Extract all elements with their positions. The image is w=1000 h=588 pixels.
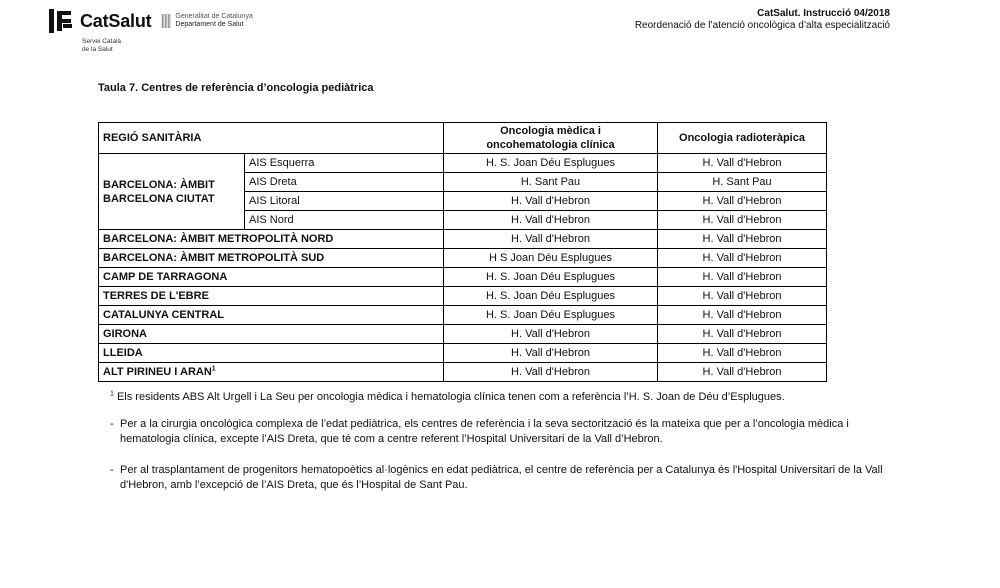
oncology-cell: H. Vall d'Hebron: [444, 363, 658, 382]
region-cell: [99, 363, 444, 382]
region-cell: LLEIDA: [99, 344, 444, 363]
footnote-text: Els residents ABS Alt Urgell i La Seu per oncologia mèdica i hematologia clínica tenen com a referència l’H. S. Joan de Déu d’Esplugues.: [113, 391, 785, 403]
gencat-logo: [161, 13, 252, 29]
table-row: [99, 268, 827, 287]
oncology-cell: H. S. Joan Déu Esplugues: [444, 287, 658, 306]
oncology-cell: H. Vall d'Hebron: [444, 325, 658, 344]
region-cell: GIRONA: [99, 325, 444, 344]
radiotherapy-cell: H. Vall d'Hebron: [658, 192, 827, 211]
radiotherapy-cell: H. Vall d'Hebron: [658, 287, 827, 306]
table-row: [99, 287, 827, 306]
region-cell: BARCELONA: ÀMBIT METROPOLITÀ SUD: [99, 249, 444, 268]
table-row: [99, 154, 827, 173]
oncology-cell: H. Vall d'Hebron: [444, 192, 658, 211]
table-row: [99, 249, 827, 268]
note-text: Per a la cirurgia oncològica complexa de l’edat pediàtrica, els centres de referència i la seva sectorització és la mateixa que per a l’oncologia mèdica i hematologia clínica, excepte l’AIS Dreta, que té com a centre referent l’Hospital Universitari de la Vall d’Hebron.: [120, 418, 849, 445]
radiotherapy-cell: H. Vall d'Hebron: [658, 306, 827, 325]
oncology-cell: H. S. Joan Déu Esplugues: [444, 268, 658, 287]
note-bullet-1: [110, 417, 900, 447]
subregion-cell: AIS Dreta: [245, 173, 444, 192]
footnote-mark: 1: [110, 390, 114, 398]
oncology-cell: H. Sant Pau: [444, 173, 658, 192]
oncology-cell: H. Vall d'Hebron: [444, 211, 658, 230]
region-cell: BARCELONA: ÀMBIT METROPOLITÀ NORD: [99, 230, 444, 249]
gencat-flag-icon: [161, 14, 171, 28]
header-region: REGIÓ SANITÀRIA: [99, 123, 444, 154]
doc-title: CatSalut. Instrucció 04/2018: [757, 8, 890, 19]
region-line-2: BARCELONA CIUTAT: [103, 192, 215, 205]
dash-marker: -: [110, 418, 114, 430]
gencat-line-1: Generalitat de Catalunya: [175, 13, 253, 20]
footnote-reference: 1: [211, 365, 216, 373]
reference-centres-table: [98, 122, 827, 382]
catsalut-logo-icon: [48, 8, 74, 34]
header-oncology-line-2: oncohematologia clínica: [486, 139, 615, 151]
region-line-1: BARCELONA: ÀMBIT: [103, 178, 215, 191]
header-logo: [48, 8, 253, 53]
table-row: [99, 230, 827, 249]
radiotherapy-cell: H. Vall d'Hebron: [658, 268, 827, 287]
servei-line-1: Servei Català: [82, 38, 122, 45]
table-row: [99, 306, 827, 325]
dash-marker: -: [110, 464, 114, 476]
oncology-cell: H. Vall d'Hebron: [444, 344, 658, 363]
brand-name: CatSalut: [80, 10, 152, 31]
subregion-cell: AIS Esquerra: [245, 154, 444, 173]
subregion-cell: AIS Nord: [245, 211, 444, 230]
radiotherapy-cell: H. Vall d'Hebron: [658, 211, 827, 230]
notes-section: [110, 390, 900, 509]
radiotherapy-cell: H. Vall d'Hebron: [658, 325, 827, 344]
radiotherapy-cell: H. Vall d'Hebron: [658, 154, 827, 173]
subregion-cell: AIS Litoral: [245, 192, 444, 211]
radiotherapy-cell: H. Vall d'Hebron: [658, 363, 827, 382]
radiotherapy-cell: H. Vall d'Hebron: [658, 230, 827, 249]
region-cell: CATALUNYA CENTRAL: [99, 306, 444, 325]
gencat-line-2: Departament de Salut: [175, 21, 244, 28]
table-row: [99, 363, 827, 382]
radiotherapy-cell: H. Vall d'Hebron: [658, 344, 827, 363]
radiotherapy-cell: H. Vall d'Hebron: [658, 249, 827, 268]
note-text: Per al trasplantament de progenitors hematopoètics al·logènics en edat pediàtrica, el centre de referència per a Catalunya és l'Hospital Universitari de la Vall d'Hebron, amb l’excepció de l’AIS Dreta, que és l’Hospital de Sant Pau.: [120, 464, 883, 491]
document-header: [635, 8, 890, 32]
note-bullet-2: [110, 463, 900, 493]
oncology-cell: H. Vall d'Hebron: [444, 230, 658, 249]
radiotherapy-cell: H. Sant Pau: [658, 173, 827, 192]
region-cell: TERRES DE L'EBRE: [99, 287, 444, 306]
table-row: [99, 344, 827, 363]
table-title: Taula 7. Centres de referència d’oncologia pediàtrica: [98, 82, 374, 94]
oncology-cell: H. S. Joan Déu Esplugues: [444, 306, 658, 325]
region-label: ALT PIRINEU I ARAN: [103, 366, 212, 378]
table-header-row: [99, 123, 827, 154]
header-oncology-line-1: Oncologia mèdica i: [500, 125, 601, 137]
header-radiotherapy: Oncologia radioteràpica: [658, 123, 827, 154]
oncology-cell: H. S. Joan Déu Esplugues: [444, 154, 658, 173]
table-row: [99, 325, 827, 344]
region-barcelona-ciutat: [99, 154, 245, 230]
header-oncology: [444, 123, 658, 154]
region-cell: CAMP DE TARRAGONA: [99, 268, 444, 287]
oncology-cell: H S Joan Déu Esplugues: [444, 249, 658, 268]
doc-subtitle: Reordenació de l’atenció oncològica d’alta especialització: [634, 20, 890, 31]
footnote: [110, 390, 900, 405]
servei-line-2: de la Salut: [82, 45, 113, 53]
